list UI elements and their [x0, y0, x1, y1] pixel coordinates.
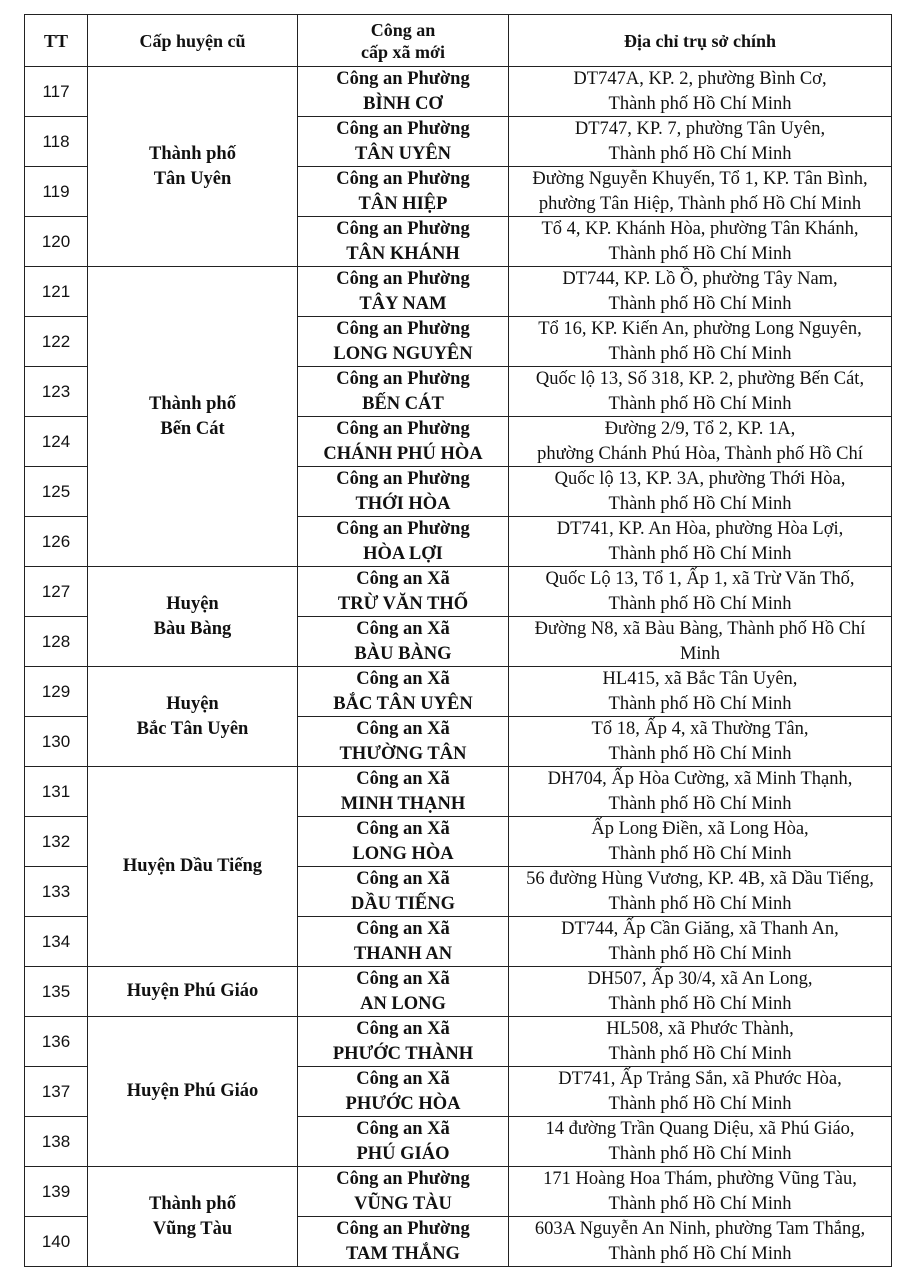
new-police-unit-line: LONG HÒA	[352, 843, 454, 864]
new-police-unit-line: PHƯỚC HÒA	[345, 1093, 461, 1114]
new-police-unit-line: BÀU BÀNG	[354, 643, 452, 664]
new-police-unit	[298, 617, 509, 667]
new-police-unit-line: Công an Phường	[336, 469, 470, 489]
old-district-cell-line: Bàu Bàng	[153, 618, 232, 639]
new-police-unit	[298, 467, 509, 517]
new-police-unit-line: Công an Phường	[336, 1169, 470, 1189]
address-cell-line: Ấp Long Điền, xã Long Hòa,	[591, 819, 809, 839]
new-police-unit-line: LONG NGUYÊN	[333, 343, 473, 364]
new-police-unit-line: Công an Phường	[336, 1219, 470, 1239]
new-police-unit	[298, 167, 509, 217]
new-police-unit-line: THỚI HÒA	[355, 493, 451, 514]
address-cell	[509, 1017, 892, 1067]
row-number: 122	[25, 317, 88, 367]
old-district-cell	[88, 267, 298, 567]
new-police-unit-line: Công an Xã	[356, 719, 450, 739]
new-police-unit-line: Công an Phường	[336, 319, 470, 339]
new-police-unit	[298, 567, 509, 617]
address-cell-line: Thành phố Hồ Chí Minh	[608, 93, 792, 114]
address-cell-line: phường Tân Hiệp, Thành phố Hồ Chí Minh	[538, 193, 862, 214]
address-cell-line: Thành phố Hồ Chí Minh	[608, 543, 792, 564]
new-police-unit-line: THANH AN	[353, 943, 453, 964]
table-body	[25, 67, 892, 1267]
address-cell	[509, 217, 892, 267]
new-police-unit	[298, 317, 509, 367]
row-number: 131	[25, 767, 88, 817]
new-police-unit	[298, 917, 509, 967]
new-police-unit	[298, 367, 509, 417]
new-police-unit	[298, 67, 509, 117]
address-cell-line: Đường 2/9, Tổ 2, KP. 1A,	[604, 419, 796, 439]
header-old-district: Cấp huyện cũ	[88, 15, 298, 67]
old-district-cell	[88, 967, 298, 1017]
address-cell-line: DH704, Ấp Hòa Cường, xã Minh Thạnh,	[547, 769, 853, 789]
address-cell	[509, 817, 892, 867]
table-row	[25, 767, 892, 817]
address-cell-line: DT747, KP. 7, phường Tân Uyên,	[574, 119, 826, 139]
new-police-unit-line: CHÁNH PHÚ HÒA	[323, 443, 483, 464]
address-cell-line: Thành phố Hồ Chí Minh	[608, 693, 792, 714]
address-cell	[509, 767, 892, 817]
new-police-unit-line: Công an Xã	[356, 1119, 450, 1139]
address-cell-line: Thành phố Hồ Chí Minh	[608, 1193, 792, 1214]
address-cell-line: Thành phố Hồ Chí Minh	[608, 293, 792, 314]
new-police-unit-line: TRỪ VĂN THỐ	[337, 593, 469, 614]
address-cell-line: 603A Nguyễn An Ninh, phường Tam Thắng,	[534, 1219, 866, 1239]
address-cell-line: Thành phố Hồ Chí Minh	[608, 393, 792, 414]
row-number: 139	[25, 1167, 88, 1217]
address-cell-line: Đường N8, xã Bàu Bàng, Thành phố Hồ Chí	[534, 619, 866, 639]
row-number: 126	[25, 517, 88, 567]
new-police-unit	[298, 517, 509, 567]
row-number: 130	[25, 717, 88, 767]
address-cell-line: Thành phố Hồ Chí Minh	[608, 1143, 792, 1164]
new-police-unit-line: Công an Phường	[336, 419, 470, 439]
address-cell-line: DT741, Ấp Trảng Sắn, xã Phước Hòa,	[558, 1069, 842, 1089]
address-cell	[509, 267, 892, 317]
address-cell	[509, 917, 892, 967]
new-police-unit-line: THƯỜNG TÂN	[339, 743, 467, 764]
new-police-unit	[298, 1067, 509, 1117]
row-number: 128	[25, 617, 88, 667]
new-police-unit	[298, 117, 509, 167]
address-cell-line: DT747A, KP. 2, phường Bình Cơ,	[573, 69, 827, 89]
address-cell	[509, 1217, 892, 1267]
new-police-unit-line: Công an Xã	[356, 1069, 450, 1089]
table-row	[25, 1167, 892, 1217]
address-cell	[509, 717, 892, 767]
row-number: 133	[25, 867, 88, 917]
new-police-unit	[298, 417, 509, 467]
header-tt: TT	[25, 15, 88, 67]
address-cell-line: DT744, KP. Lồ Ồ, phường Tây Nam,	[562, 269, 838, 289]
address-cell-line: Thành phố Hồ Chí Minh	[608, 1243, 792, 1264]
address-cell-line: Quốc lộ 13, Số 318, KP. 2, phường Bến Cát,	[535, 369, 865, 389]
address-cell-line: Thành phố Hồ Chí Minh	[608, 793, 792, 814]
new-police-unit-line: BÌNH CƠ	[363, 93, 443, 114]
address-cell-line: Thành phố Hồ Chí Minh	[608, 493, 792, 514]
address-cell	[509, 417, 892, 467]
old-district-cell-line: Bến Cát	[160, 418, 225, 439]
address-cell-line: DT741, KP. An Hòa, phường Hòa Lợi,	[556, 519, 844, 539]
new-police-unit-line: PHƯỚC THÀNH	[332, 1043, 474, 1064]
address-cell	[509, 1117, 892, 1167]
new-police-unit-line: Công an Xã	[356, 619, 450, 639]
address-cell-line: Minh	[679, 643, 721, 664]
old-district-cell-line: Bắc Tân Uyên	[136, 718, 249, 739]
new-police-unit-line: TAM THẮNG	[346, 1243, 460, 1264]
new-police-unit-line: Công an Xã	[356, 669, 450, 689]
new-police-unit	[298, 767, 509, 817]
address-cell-line: Thành phố Hồ Chí Minh	[608, 243, 792, 264]
address-cell-line: Thành phố Hồ Chí Minh	[608, 993, 792, 1014]
address-cell-line: HL415, xã Bắc Tân Uyên,	[602, 669, 798, 689]
new-police-unit	[298, 867, 509, 917]
address-cell	[509, 167, 892, 217]
header-new-police-line: Công an	[370, 19, 436, 40]
new-police-unit	[298, 667, 509, 717]
new-police-unit-line: Công an Xã	[356, 1019, 450, 1039]
old-district-cell-line: Huyện	[166, 693, 219, 714]
address-cell	[509, 617, 892, 667]
new-police-unit-line: HÒA LỢI	[363, 543, 443, 564]
address-cell-line: Quốc lộ 13, KP. 3A, phường Thới Hòa,	[554, 469, 846, 489]
new-police-unit-line: MINH THẠNH	[340, 793, 466, 814]
old-district-cell	[88, 67, 298, 267]
row-number: 119	[25, 167, 88, 217]
new-police-unit-line: Công an Phường	[336, 119, 470, 139]
new-police-unit	[298, 817, 509, 867]
old-district-cell-line: Huyện Phú Giáo	[126, 981, 259, 1001]
address-cell-line: Thành phố Hồ Chí Minh	[608, 593, 792, 614]
new-police-unit-line: TÂN UYÊN	[354, 143, 452, 164]
table-row	[25, 567, 892, 617]
table-row	[25, 1017, 892, 1067]
row-number: 129	[25, 667, 88, 717]
address-cell-line: phường Chánh Phú Hòa, Thành phố Hồ Chí	[537, 443, 863, 464]
new-police-unit	[298, 717, 509, 767]
new-police-unit-line: DẦU TIẾNG	[351, 893, 455, 914]
address-cell-line: Tổ 16, KP. Kiến An, phường Long Nguyên,	[538, 319, 862, 339]
table-row	[25, 267, 892, 317]
header-address: Địa chỉ trụ sở chính	[509, 15, 892, 67]
old-district-cell-line: Thành phố	[149, 1193, 236, 1214]
new-police-unit	[298, 1167, 509, 1217]
new-police-unit-line: Công an Xã	[356, 969, 450, 989]
address-cell	[509, 867, 892, 917]
address-cell-line: Thành phố Hồ Chí Minh	[608, 343, 792, 364]
new-police-unit-line: TÂN HIỆP	[358, 193, 448, 214]
new-police-unit-line: Công an Phường	[336, 269, 470, 289]
old-district-cell-line: Thành phố	[149, 393, 236, 414]
row-number: 118	[25, 117, 88, 167]
address-cell-line: Thành phố Hồ Chí Minh	[608, 893, 792, 914]
row-number: 136	[25, 1017, 88, 1067]
address-cell-line: Thành phố Hồ Chí Minh	[608, 1043, 792, 1064]
address-cell-line: Thành phố Hồ Chí Minh	[608, 1093, 792, 1114]
address-cell-line: Đường Nguyễn Khuyến, Tổ 1, KP. Tân Bình,	[532, 169, 868, 189]
address-cell-line: DH507, Ấp 30/4, xã An Long,	[587, 969, 813, 989]
old-district-cell-line: Huyện	[166, 593, 219, 614]
new-police-unit	[298, 1217, 509, 1267]
new-police-unit-line: Công an Xã	[356, 769, 450, 789]
address-cell-line: Thành phố Hồ Chí Minh	[608, 943, 792, 964]
new-police-unit-line: Công an Phường	[336, 169, 470, 189]
address-cell	[509, 367, 892, 417]
row-number: 134	[25, 917, 88, 967]
row-number: 127	[25, 567, 88, 617]
row-number: 135	[25, 967, 88, 1017]
old-district-cell-line: Huyện Dầu Tiếng	[122, 856, 263, 876]
old-district-cell	[88, 667, 298, 767]
new-police-unit-line: Công an Phường	[336, 219, 470, 239]
row-number: 120	[25, 217, 88, 267]
new-police-unit-line: VŨNG TÀU	[354, 1193, 452, 1214]
new-police-unit-line: PHÚ GIÁO	[356, 1143, 450, 1164]
old-district-cell	[88, 567, 298, 667]
old-district-cell	[88, 767, 298, 967]
old-district-cell-line: Vũng Tàu	[152, 1218, 233, 1239]
new-police-unit	[298, 217, 509, 267]
old-district-cell	[88, 1167, 298, 1267]
row-number: 121	[25, 267, 88, 317]
old-district-cell-line: Thành phố	[149, 143, 236, 164]
new-police-unit-line: Công an Xã	[356, 819, 450, 839]
row-number: 137	[25, 1067, 88, 1117]
header-new-police-line: cấp xã mới	[361, 41, 445, 62]
table-row	[25, 667, 892, 717]
address-cell-line: Thành phố Hồ Chí Minh	[608, 743, 792, 764]
table-row	[25, 967, 892, 1017]
new-police-unit	[298, 967, 509, 1017]
address-cell	[509, 567, 892, 617]
address-cell-line: Thành phố Hồ Chí Minh	[608, 143, 792, 164]
header-new-police	[298, 15, 509, 67]
old-district-cell-line: Tân Uyên	[153, 168, 232, 189]
row-number: 125	[25, 467, 88, 517]
address-cell-line: Thành phố Hồ Chí Minh	[608, 843, 792, 864]
row-number: 132	[25, 817, 88, 867]
row-number: 140	[25, 1217, 88, 1267]
address-cell-line: Tổ 4, KP. Khánh Hòa, phường Tân Khánh,	[541, 219, 859, 239]
new-police-unit-line: TÂY NAM	[359, 293, 447, 314]
row-number: 117	[25, 67, 88, 117]
address-cell	[509, 517, 892, 567]
address-cell-line: 56 đường Hùng Vương, KP. 4B, xã Dầu Tiếng,	[526, 869, 874, 889]
new-police-unit-line: Công an Phường	[336, 369, 470, 389]
address-cell	[509, 317, 892, 367]
new-police-unit-line: BẮC TÂN UYÊN	[333, 693, 473, 714]
new-police-unit-line: BẾN CÁT	[362, 393, 444, 414]
new-police-unit-line: Công an Phường	[336, 69, 470, 89]
new-police-unit	[298, 267, 509, 317]
new-police-unit-line: Công an Xã	[356, 869, 450, 889]
new-police-unit-line: Công an Phường	[336, 519, 470, 539]
address-cell	[509, 117, 892, 167]
address-cell-line: 14 đường Trần Quang Diệu, xã Phú Giáo,	[545, 1119, 855, 1139]
table-row	[25, 67, 892, 117]
table-header-row	[25, 15, 892, 67]
row-number: 123	[25, 367, 88, 417]
address-cell-line: HL508, xã Phước Thành,	[606, 1019, 794, 1039]
police-address-table	[24, 14, 892, 1267]
address-cell	[509, 967, 892, 1017]
address-cell-line: DT744, Ấp Cần Giăng, xã Thanh An,	[561, 919, 839, 939]
address-cell	[509, 467, 892, 517]
row-number: 124	[25, 417, 88, 467]
address-cell	[509, 667, 892, 717]
new-police-unit-line: Công an Xã	[356, 919, 450, 939]
address-cell	[509, 1167, 892, 1217]
old-district-cell-line: Huyện Phú Giáo	[126, 1081, 259, 1101]
new-police-unit	[298, 1117, 509, 1167]
address-cell-line: Quốc Lộ 13, Tổ 1, Ấp 1, xã Trừ Văn Thố,	[545, 569, 855, 589]
new-police-unit-line: Công an Xã	[356, 569, 450, 589]
address-cell	[509, 67, 892, 117]
address-cell	[509, 1067, 892, 1117]
old-district-cell	[88, 1017, 298, 1167]
new-police-unit-line: AN LONG	[360, 993, 446, 1014]
row-number: 138	[25, 1117, 88, 1167]
new-police-unit	[298, 1017, 509, 1067]
address-cell-line: 171 Hoàng Hoa Thám, phường Vũng Tàu,	[543, 1169, 857, 1189]
new-police-unit-line: TÂN KHÁNH	[346, 243, 460, 264]
address-cell-line: Tổ 18, Ấp 4, xã Thường Tân,	[591, 719, 809, 739]
